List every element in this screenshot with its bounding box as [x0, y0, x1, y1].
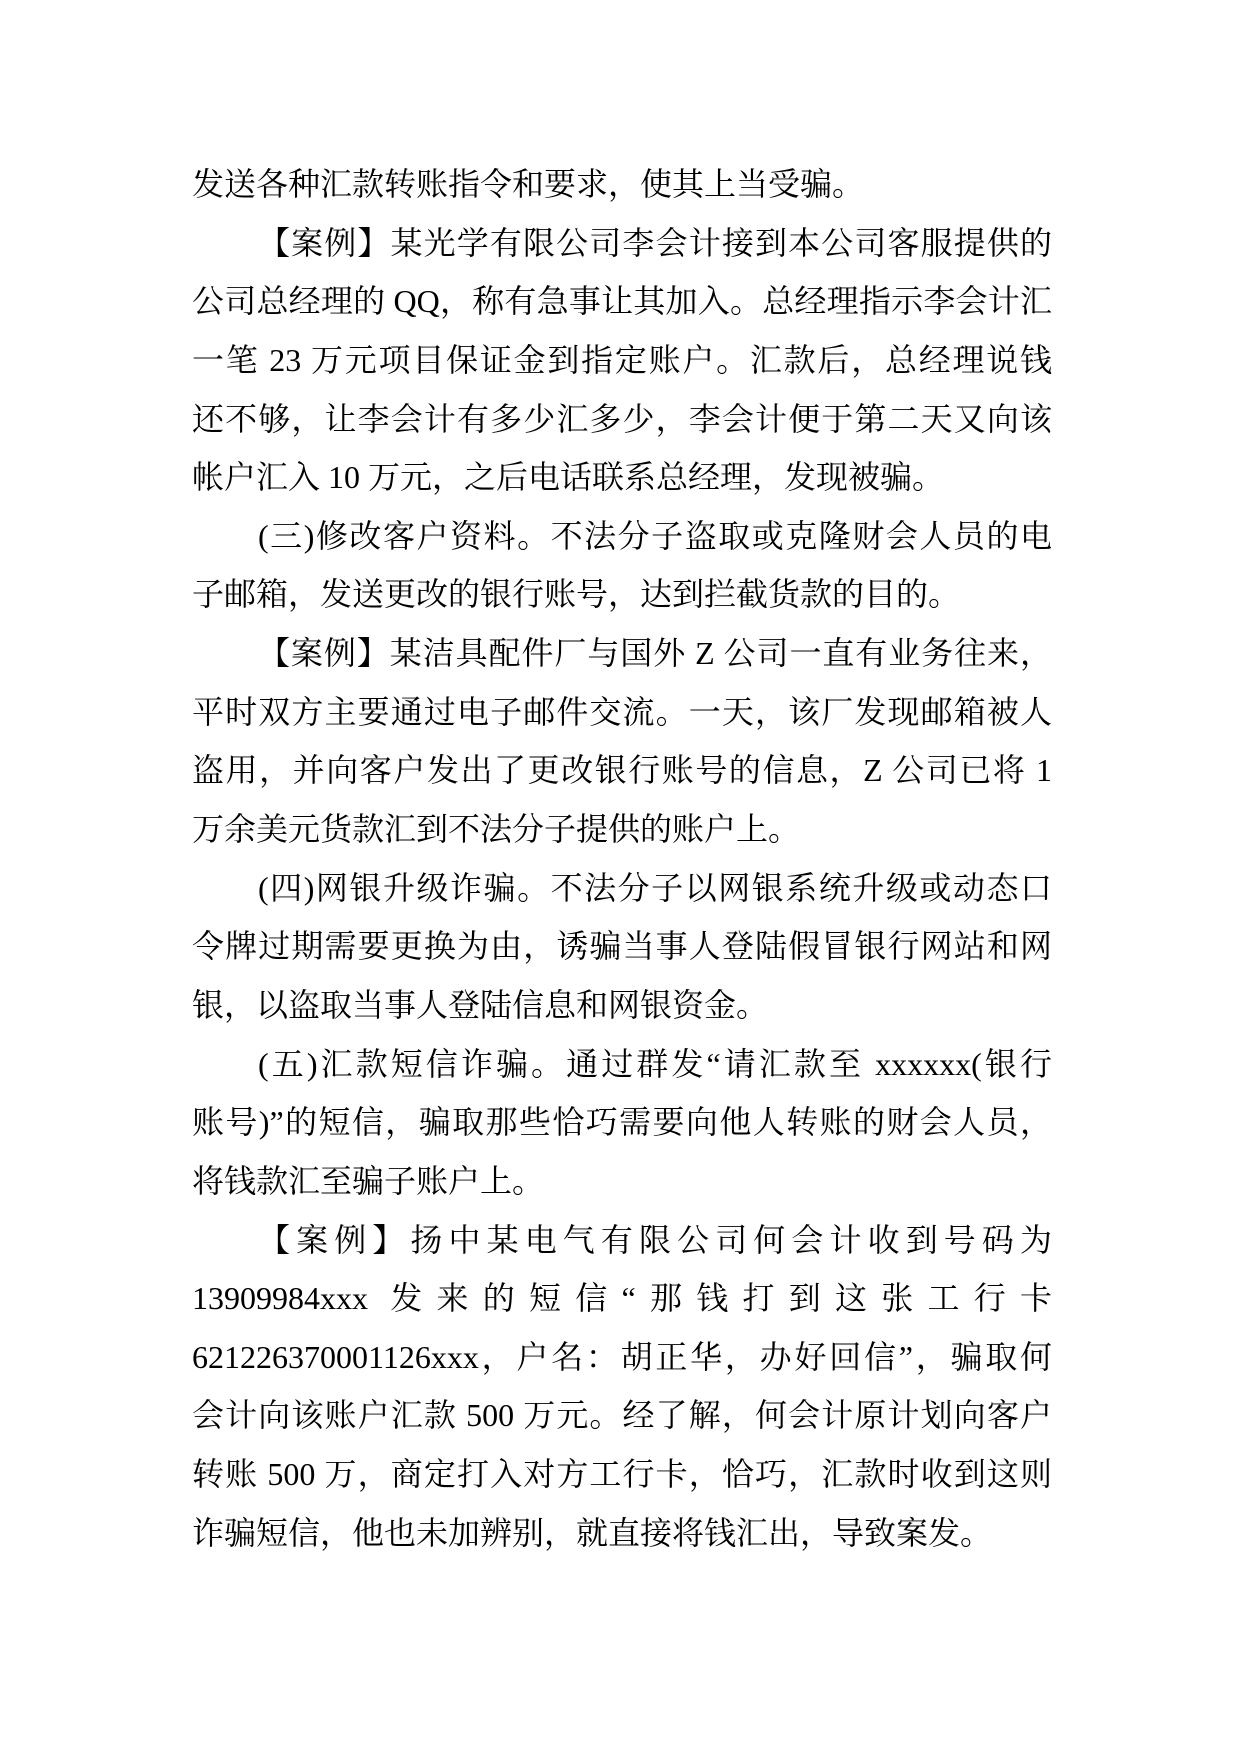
text-line: 盗用，并向客户发出了更改银行账号的信息，Z 公司已将 1: [192, 752, 1052, 789]
text-line: 诈骗短信，他也未加辨别，就直接将钱汇出，导致案发。: [192, 1514, 993, 1551]
text-line: (五)汇款短信诈骗。通过群发“请汇款至 xxxxxx(银行: [258, 1045, 1052, 1082]
text-line: 帐户汇入 10 万元，之后电话联系总经理，发现被骗。: [192, 459, 945, 496]
text-line: 将钱款汇至骗子账户上。: [192, 1162, 545, 1199]
continued-paragraph: [192, 155, 1052, 214]
case-example-paragraph: [192, 624, 1052, 859]
section-paragraph: [192, 507, 1052, 624]
text-line: 公司总经理的 QQ，称有急事让其加入。总经理指示李会计汇: [192, 283, 1052, 320]
text-line: 万余美元货款汇到不法分子提供的账户上。: [192, 811, 801, 848]
text-line: 还不够，让李会计有多少汇多少，李会计便于第二天又向该: [192, 400, 1052, 437]
text-line: 平时双方主要通过电子邮件交流。一天，该厂发现邮箱被人: [192, 693, 1052, 730]
section-paragraph: [192, 859, 1052, 1035]
case-example-paragraph: [192, 214, 1052, 507]
text-line: 【案例】扬中某电气有限公司何会计收到号码为: [258, 1221, 1052, 1258]
text-line: 会计向该账户汇款 500 万元。经了解，何会计原计划向客户: [192, 1397, 1052, 1434]
text-line: 子邮箱，发送更改的银行账号，达到拦截货款的目的。: [192, 576, 961, 613]
text-line: 13909984xxx 发来的短信“那钱打到这张工行卡: [192, 1280, 1052, 1317]
text-line: 【案例】某光学有限公司李会计接到本公司客服提供的: [258, 224, 1052, 261]
text-line: 621226370001126xxx，户名：胡正华，办好回信”，骗取何: [192, 1338, 1052, 1375]
case-example-paragraph: [192, 1211, 1052, 1563]
section-paragraph: [192, 1035, 1052, 1211]
text-line: 一笔 23 万元项目保证金到指定账户。汇款后，总经理说钱: [192, 341, 1052, 378]
text-line: (四)网银升级诈骗。不法分子以网银系统升级或动态口: [258, 869, 1052, 906]
text-line: 银，以盗取当事人登陆信息和网银资金。: [192, 986, 769, 1023]
text-line: 发送各种汇款转账指令和要求，使其上当受骗。: [192, 166, 865, 202]
text-line: 转账 500 万，商定打入对方工行卡，恰巧，汇款时收到这则: [192, 1456, 1052, 1493]
text-line: 【案例】某洁具配件厂与国外 Z 公司一直有业务往来，: [258, 635, 1052, 672]
text-line: (三)修改客户资料。不法分子盗取或克隆财会人员的电: [258, 517, 1052, 554]
document-body: [192, 155, 1052, 1562]
text-line: 账号)”的短信，骗取那些恰巧需要向他人转账的财会人员，: [192, 1104, 1052, 1141]
text-line: 令牌过期需要更换为由，诱骗当事人登陆假冒银行网站和网: [192, 928, 1052, 965]
